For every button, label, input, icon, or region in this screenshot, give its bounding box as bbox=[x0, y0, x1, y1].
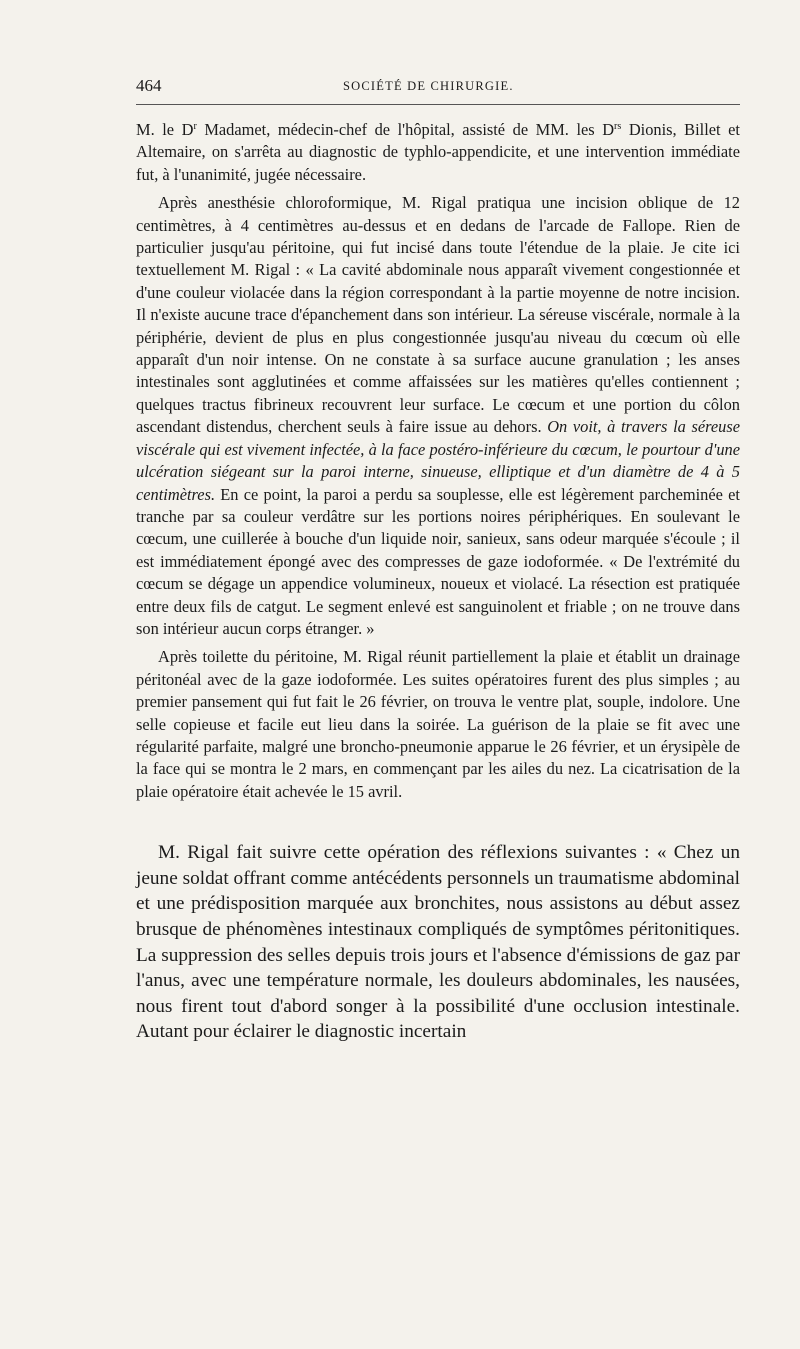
p1-superscript-1: r bbox=[193, 121, 197, 132]
p1-text-c: Dionis, Billet et Altemaire, on s'arrêta au diagnostic de typhlo-appendicite, et une intervention immédiate fut, à l'unanimité, jugée nécessaire. bbox=[136, 120, 740, 184]
p1-text-a: M. le D bbox=[136, 120, 194, 139]
body-text bbox=[136, 119, 740, 803]
running-header bbox=[136, 70, 736, 104]
p2-text-b: En ce point, la paroi a perdu sa souplesse, elle est légèrement parcheminée et tranche par sa couleur verdâtre sur les portions noires périphériques. En soulevant le cœcum, une cuillerée à bouche d'un liquide noir, sanieux, sans odeur marquée s'écoule ; il est immédiatement épongé avec des compresses de gaze iodoformée. « De l'extrémité du cœcum se dégage un appendice volumineux, noueux et violacé. La résection est pratiquée entre deux fils de catgut. Le segment enlevé est sanguinolent et friable ; on ne trouve dans son intérieur aucun corps étranger. » bbox=[136, 484, 740, 638]
paragraph-2 bbox=[136, 192, 740, 640]
p2-text-a: Après anesthésie chloroformique, M. Rigal pratiqua une incision oblique de 12 centimètres, à 4 centimètres au-dessus et en dedans de l'arcade de Fallope. Rien de particulier jusqu'au péritoine, qui fut incisé dans toute l'étendue de la plaie. Je cite ici textuellement M. Rigal : « La cavité abdominale nous apparaît vivement congestionnée et d'une couleur violacée dans la région correspondant à la partie moyenne de notre incision. Il n'existe aucune trace d'épanchement dans son intérieur. La séreuse viscérale, normale à la périphérie, devient de plus en plus congestionnée jusqu'au niveau du cœcum où elle apparaît d'un noir intense. On ne constate à sa surface aucune granulation ; les anses intestinales sont agglutinées et comme affaissées sur les matières qu'elles contiennent ; quelques tractus fibrineux recouvrent leur surface. Le cœcum et une portion du côlon ascendant distendus, cherchent seuls à faire issue au dehors. bbox=[136, 193, 740, 437]
p1-text-b: Madamet, médecin-chef de l'hôpital, assisté de MM. les D bbox=[196, 120, 615, 139]
page-number: 464 bbox=[136, 76, 162, 95]
header-rule bbox=[136, 104, 740, 105]
paragraph-1 bbox=[136, 119, 740, 186]
p1-superscript-2: rs bbox=[614, 121, 622, 132]
p2-italic-text: On voit, à travers la séreuse viscérale qui est vivement infectée, à la face postéro-inférieure du cœcum, le pourtour d'une ulcération siégeant sur la paroi interne, sinueuse, elliptique et d'un diamètre de 4 à 5 centimètres. bbox=[136, 417, 740, 504]
paragraph-4: M. Rigal fait suivre cette opération des réflexions suivantes : « Chez un jeune soldat offrant comme antécédents personnels un traumatisme abdominal et une prédisposition marquée aux bronchites, nous assistons au début assez brusque de phénomènes intestinaux compliqués de symptômes péritonitiques. La suppression des selles depuis trois jours et l'absence d'émissions de gaz par l'anus, avec une température normale, les douleurs abdominales, les nausées, nous firent tout d'abord songer à la possibilité d'une occlusion intestinale. Autant pour éclairer le diagnostic incertain bbox=[136, 842, 740, 1043]
paragraph-3: Après toilette du péritoine, M. Rigal réunit partiellement la plaie et établit un drainage péritonéal avec de la gaze iodoformée. Les suites opératoires furent des plus simples ; au premier pansement qui fut fait le 26 février, on trouva le ventre plat, souple, indolore. Une selle copieuse et facile eut lieu dans la soirée. La guérison de la plaie se fit avec une régularité parfaite, malgré une broncho-pneumonie apparue le 26 février, et un érysipèle de la face qui se montra le 2 mars, en commençant par les ailes du nez. La cicatrisation de la plaie opératoire était achevée le 15 avril. bbox=[136, 647, 740, 801]
running-title: SOCIÉTÉ DE CHIRURGIE. bbox=[343, 79, 514, 93]
quoted-reflections bbox=[136, 840, 740, 1045]
